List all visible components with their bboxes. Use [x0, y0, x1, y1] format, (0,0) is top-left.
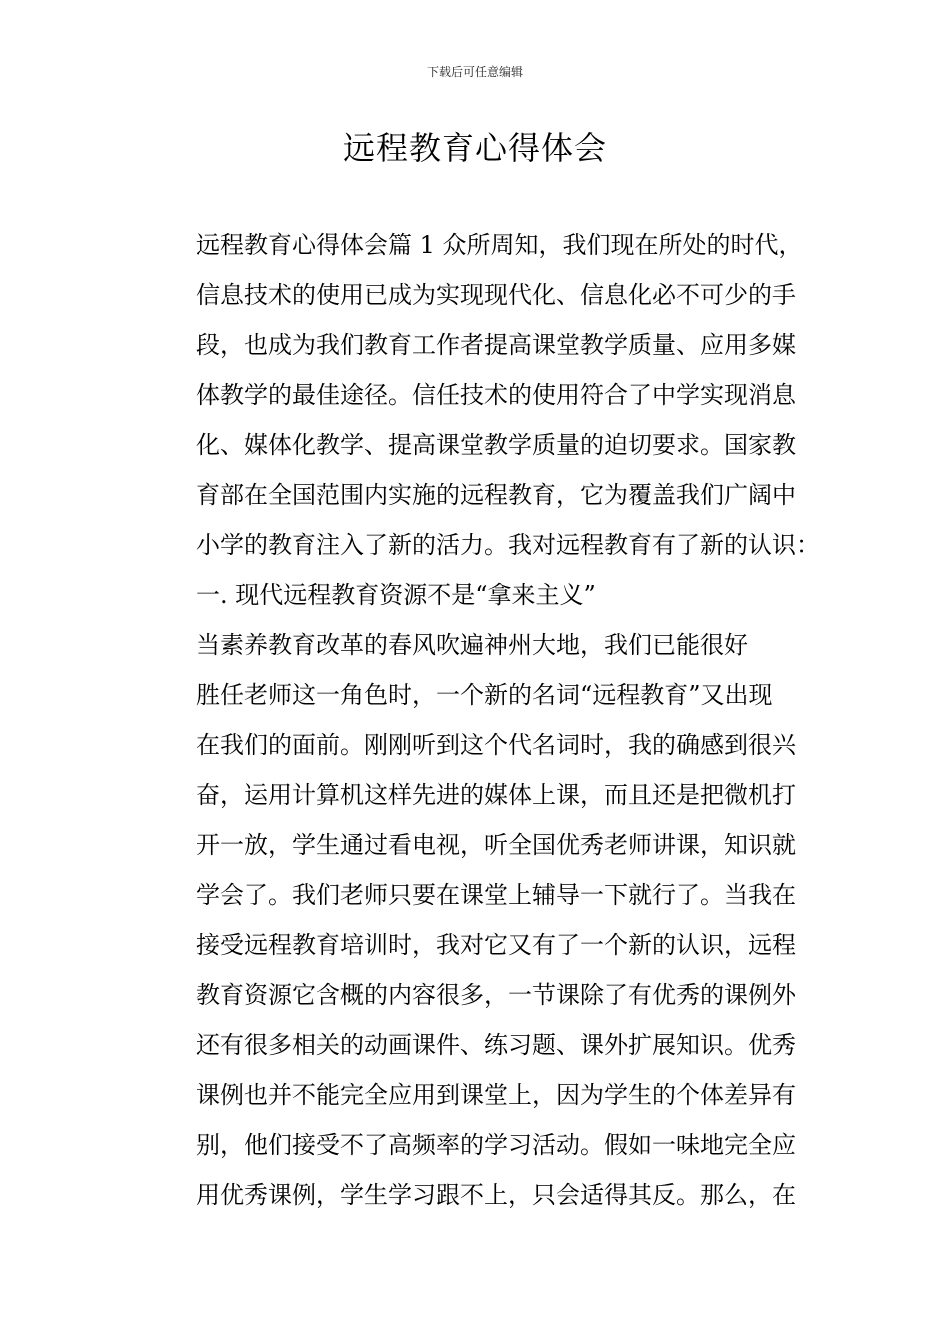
- text-line: 课例也并不能完全应用到课堂上，因为学生的个体差异有: [196, 1081, 796, 1109]
- text-line: 接受远程教育培训时，我对它又有了一个新的认识，远程: [196, 931, 796, 959]
- text-line: 段，也成为我们教育工作者提高课堂教学质量、应用多媒: [196, 331, 796, 359]
- paragraph-intro: [146, 220, 820, 570]
- paragraph-section-one: [146, 620, 810, 1220]
- text-line: 育部在全国范围内实施的远程教育，它为覆盖我们广阔中: [196, 481, 796, 509]
- text-line: 化、媒体化教学、提高课堂教学质量的迫切要求。国家教: [196, 431, 796, 459]
- text-line: 小学的教育注入了新的活力。我对远程教育有了新的认识：: [196, 531, 820, 559]
- text-line: 在我们的面前。刚刚听到这个代名词时，我的确感到很兴: [196, 731, 796, 759]
- text-line: 用优秀课例，学生学习跟不上，只会适得其反。那么，在: [196, 1181, 796, 1209]
- document-body: [146, 220, 820, 1220]
- text-line: 还有很多相关的动画课件、练习题、课外扩展知识。优秀: [196, 1031, 796, 1059]
- text-line: 奋，运用计算机这样先进的媒体上课，而且还是把微机打: [196, 781, 796, 809]
- text-line: 远程教育心得体会篇 1 众所周知，我们现在所处的时代，: [196, 231, 803, 259]
- text-line: 教育资源它含概的内容很多，一节课除了有优秀的课例外: [196, 981, 796, 1009]
- text-line: 信息技术的使用已成为实现现代化、信息化必不可少的手: [196, 281, 796, 309]
- text-line: 体教学的最佳途径。信任技术的使用符合了中学实现消息: [196, 381, 796, 409]
- text-line: 学会了。我们老师只要在课堂上辅导一下就行了。当我在: [196, 881, 796, 909]
- section-heading: [146, 570, 810, 620]
- header-note: 下载后可任意编辑: [426, 65, 523, 79]
- text-line: 胜任老师这一角色时，一个新的名词“远程教育”又出现: [196, 681, 773, 709]
- document-title: 远程教育心得体会: [342, 129, 607, 167]
- text-line: 开一放，学生通过看电视，听全国优秀老师讲课，知识就: [196, 831, 796, 859]
- text-line: 当素养教育改革的春风吹遍神州大地，我们已能很好: [196, 631, 748, 659]
- text-line: 别，他们接受不了高频率的学习活动。假如一味地完全应: [196, 1131, 796, 1159]
- text-line: 一. 现代远程教育资源不是“拿来主义”: [196, 581, 596, 609]
